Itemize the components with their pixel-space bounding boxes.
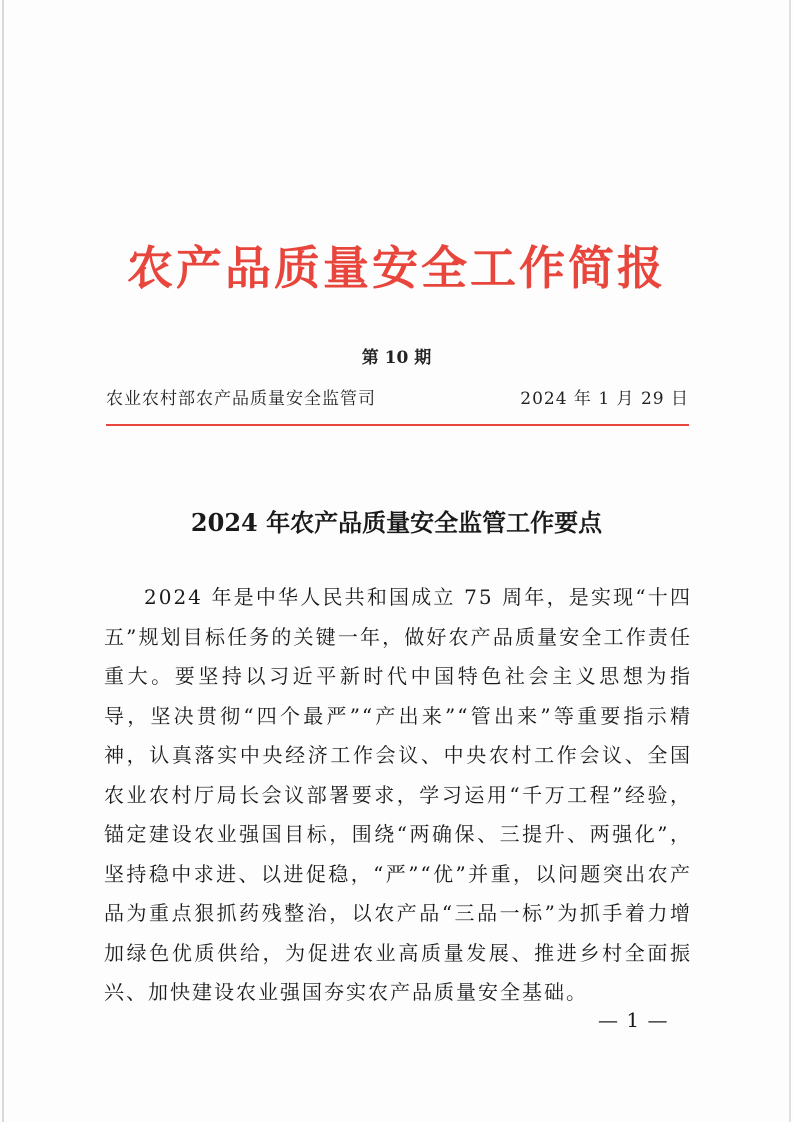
issue-date: 2024 年 1 月 29 日 xyxy=(520,389,689,409)
article-title: 2024 年农产品质量安全监管工作要点 xyxy=(190,508,603,537)
scan-edge-right xyxy=(789,0,791,1122)
page-number: — 1 — xyxy=(598,1008,669,1032)
article-paragraph: 2024 年是中华人民共和国成立 75 周年，是实现“十四五”规划目标任务的关键一年，做好农产品质量安全工作责任重大。要坚持以习近平新时代中国特色社会主义思想为指导，坚决贯彻“四个最严”“产出来”“管出来”等重要指示精神，认真落实中央经济工作会议、中央农村工作会议、全国农业农村厅局长会议部署要求，学习运用“千万工程”经验，锚定建设农业强国目标，围绕“两确保、三提升、两强化”，坚持稳中求进、以进促稳，“严”“优”并重，以问题突出农产品为重点狠抓药残整治，以农产品“三品一标”为抓手着力增加绿色优质供给，为促进农业高质量发展、推进乡村全面振兴、加快建设农业强国夯实农产品质量安全基础。 xyxy=(104,585,692,1004)
red-divider-line xyxy=(106,424,689,426)
scan-edge-left xyxy=(2,0,4,1122)
issue-number: 第 10 期 xyxy=(361,348,432,368)
bulletin-masthead: 农产品质量安全工作简报 xyxy=(127,241,666,295)
issuing-organization: 农业农村部农产品质量安全监管司 xyxy=(106,389,376,409)
